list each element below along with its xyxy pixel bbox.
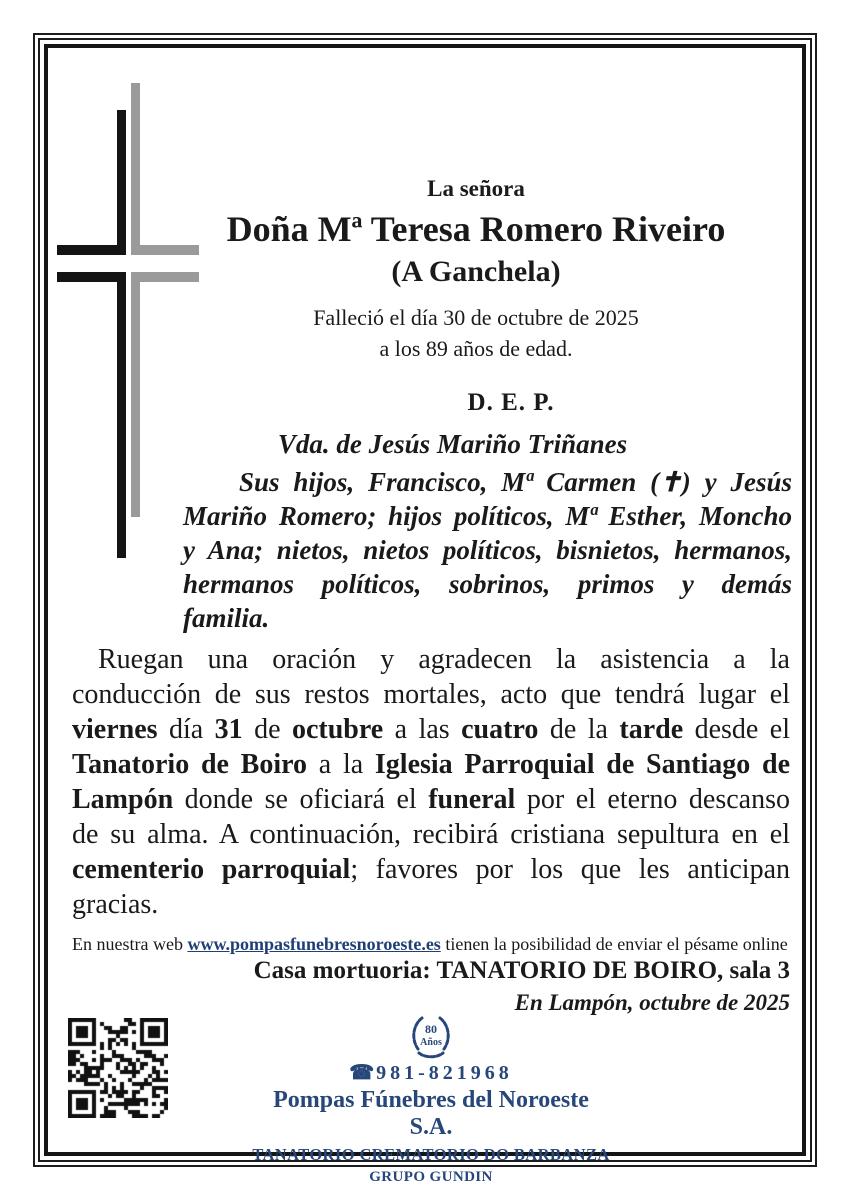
facility-name: TANATORIO CREMATORIO DO BARBANZA (252, 1145, 610, 1164)
funeral-announcement (72, 642, 790, 922)
text-segment: En nuestra web (72, 934, 188, 954)
relatives-paragraph: Sus hijos, Francisco, Mª Carmen (✝) y Jesús Mariño Romero; hijos políticos, Mª Esther, Moncho y Ana; nietos, nietos políticos, bisnietos, hermanos, hermanos políticos, sobrinos, primos y demás familia. (183, 467, 792, 633)
cross-black-crossbar-lower (57, 272, 126, 282)
text-segment: Iglesia Parroquial de Santiago de Lampón (72, 749, 790, 815)
qr-code (68, 1018, 168, 1118)
cross-gray-vertical-top (131, 83, 140, 255)
text-segment: tarde (619, 714, 684, 745)
badge-years-text: 80 (425, 1022, 437, 1036)
text-segment: de (242, 714, 292, 745)
text-segment: tienen la posibilidad de enviar el pésame online (440, 934, 788, 954)
cross-gray-vertical-bottom (131, 282, 140, 517)
company-name: Pompas Fúnebres del Noroeste S.A. (273, 1087, 589, 1140)
group-name: GRUPO GUNDIN (369, 1169, 493, 1185)
text-segment: ; favores por los que les anticipan gracias. (72, 854, 790, 920)
online-condolence-line (72, 934, 790, 955)
text-segment: cuatro (461, 714, 539, 745)
age-line: a los 89 años de edad. (379, 335, 573, 361)
80-years-laurel-badge-icon (407, 1014, 455, 1060)
text-segment: Tanatorio de Boiro (72, 749, 308, 780)
text-segment: Ruegan una oración y agradecen la asistencia a la conducción de sus restos mortales, acto que tendrá lugar el (72, 644, 790, 710)
place-date-line: En Lampón, octubre de 2025 (514, 990, 790, 1015)
text-segment: día (157, 714, 215, 745)
text-segment: cementerio parroquial (72, 854, 351, 885)
text-segment: funeral (428, 784, 516, 815)
badge-label-text: Años (420, 1037, 442, 1048)
header-block (160, 176, 792, 417)
text-segment: desde el (683, 714, 791, 745)
text-segment: octubre (291, 714, 384, 745)
widow-line: Vda. de Jesús Mariño Triñanes (277, 429, 628, 459)
text-segment: 31 (214, 714, 243, 745)
cross-black-vertical-top (117, 110, 126, 255)
mortuary-line: Casa mortuoria: TANATORIO DE BOIRO, sala 3 (253, 957, 790, 984)
funeral-home-footer (250, 1014, 612, 1186)
cross-black-vertical-bottom (117, 282, 126, 558)
death-date-line: Falleció el día 30 de octubre de 2025 (313, 304, 639, 330)
text-segment: a las (383, 714, 462, 745)
website-link[interactable]: www.pompasfunebresnoroeste.es (187, 934, 441, 954)
dep-abbreviation: D. E. P. (467, 388, 555, 416)
text-segment: a la (307, 749, 375, 780)
phone-line (250, 1062, 612, 1084)
deceased-alias: (A Ganchela) (391, 254, 561, 288)
phone-number: 981-821968 (376, 1062, 513, 1084)
family-block (183, 429, 792, 635)
deceased-name: Doña Mª Teresa Romero Riveiro (226, 209, 726, 249)
cross-black-crossbar-upper (57, 245, 126, 255)
text-segment: donde se oficiará el (173, 784, 429, 815)
text-segment: viernes (72, 714, 158, 745)
phone-icon: ☎ (349, 1062, 375, 1084)
pre-title: La señora (427, 176, 525, 201)
text-segment: de la (538, 714, 620, 745)
text-segment: por el eterno descanso de su alma. A continuación, recibirá cristiana sepultura en el (72, 784, 790, 850)
